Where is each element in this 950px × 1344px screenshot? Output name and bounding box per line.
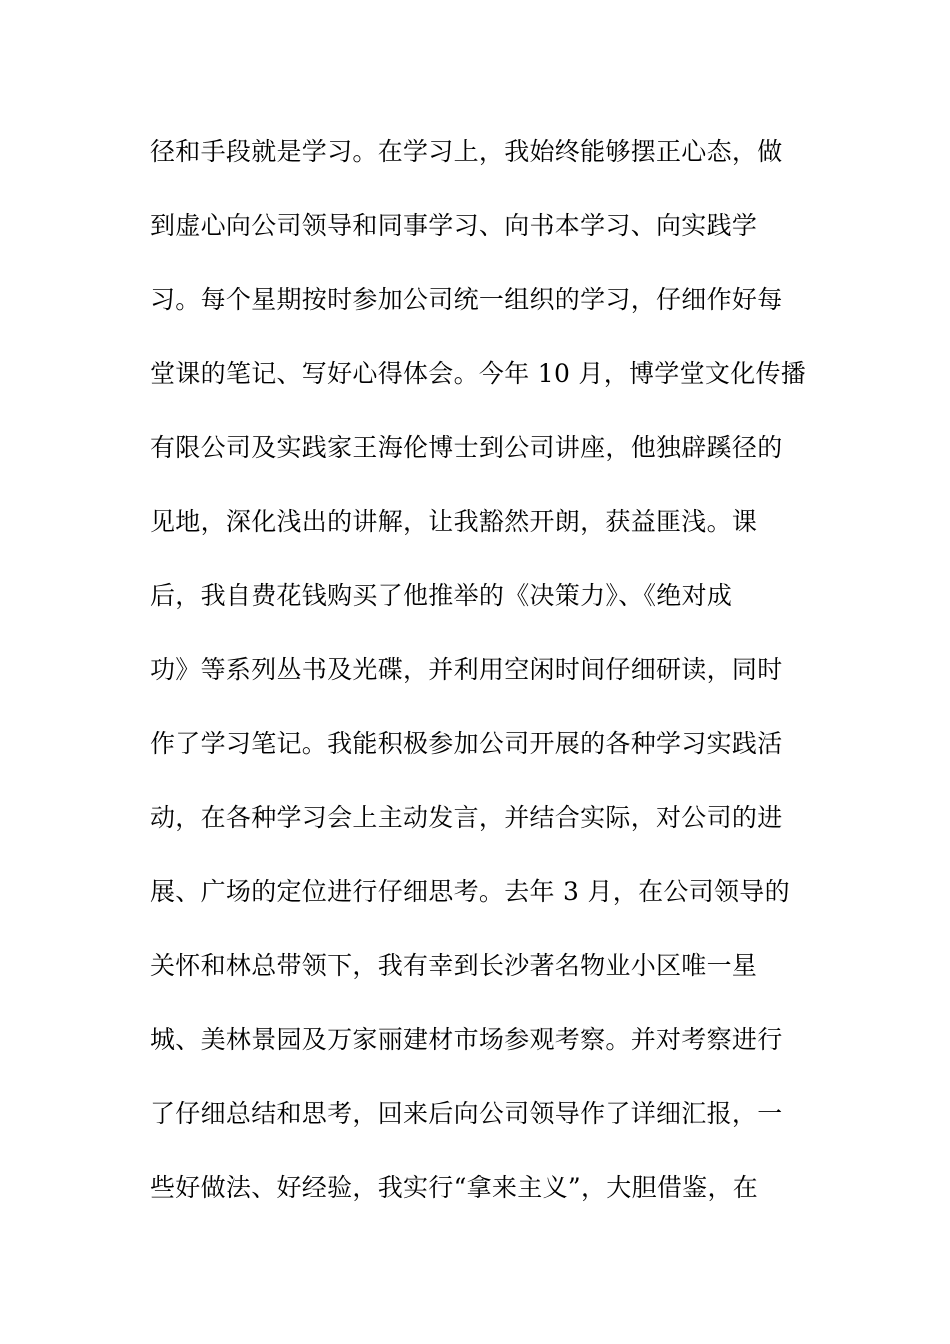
text-line: 城、美林景园及万家丽建材市场参观考察。并对考察进行 bbox=[150, 1025, 783, 1054]
text-line: 作了学习笔记。我能积极参加公司开展的各种学习实践活 bbox=[150, 729, 783, 758]
text-line: 堂课的笔记、写好心得体会。今年 10 月，博学堂文化传播 bbox=[150, 359, 807, 388]
text-line: 功》等系列丛书及光碟，并利用空闲时间仔细研读，同时 bbox=[150, 655, 783, 684]
text-line: 些好做法、好经验，我实行“拿来主义”，大胆借鉴，在 bbox=[150, 1173, 759, 1202]
text-line: 展、广场的定位进行仔细思考。去年 3 月，在公司领导的 bbox=[150, 877, 790, 906]
text-line: 径和手段就是学习。在学习上，我始终能够摆正心态，做 bbox=[150, 137, 783, 166]
text-line: 了仔细总结和思考，回来后向公司领导作了详细汇报，一 bbox=[150, 1099, 783, 1128]
text-line: 有限公司及实践家王海伦博士到公司讲座，他独辟蹊径的 bbox=[150, 433, 783, 462]
body-paragraph bbox=[150, 132, 810, 1242]
text-line: 见地，深化浅出的讲解，让我豁然开朗，获益匪浅。课 bbox=[150, 507, 758, 536]
text-line: 关怀和林总带领下，我有幸到长沙著名物业小区唯一星 bbox=[150, 951, 758, 980]
text-line: 动，在各种学习会上主动发言，并结合实际，对公司的进 bbox=[150, 803, 783, 832]
text-line: 习。每个星期按时参加公司统一组织的学习，仔细作好每 bbox=[150, 285, 783, 314]
text-line: 后，我自费花钱购买了他推举的《决策力》、《绝对成 bbox=[150, 581, 733, 610]
text-line: 到虚心向公司领导和同事学习、向书本学习、向实践学 bbox=[150, 211, 758, 240]
